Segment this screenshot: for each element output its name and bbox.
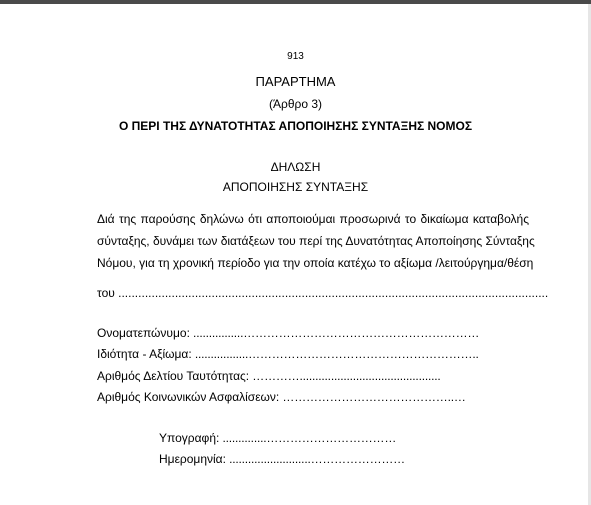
date-label: Ημερομηνία: [159, 452, 226, 466]
signature-label: Υπογραφή: [159, 431, 220, 445]
window-top-border [0, 0, 591, 4]
declaration-title: ΔΗΛΩΣΗ [270, 160, 321, 174]
id-card-number-blank: …………............................................. [249, 369, 441, 383]
capacity-office-field [97, 347, 479, 361]
id-card-number-label: Αριθμός Δελτίου Ταυτότητας: [97, 369, 250, 383]
full-name-label: Ονοματεπώνυμο: [97, 326, 190, 340]
capacity-office-blank: .................………………………………………………….. [191, 347, 479, 361]
signature-field [159, 431, 396, 445]
social-insurance-number-field [97, 390, 466, 404]
position-fill-line: του ................................................................................................................................. [97, 286, 549, 300]
annex-heading: ΠΑΡΑΡΤΗΜΑ [255, 74, 336, 89]
declaration-text-line: Νόμου, για τη χρονική περίοδο για την οποία κατέχω το αξίωμα /λειτούργημα/θέση [97, 256, 534, 270]
declaration-text-line: Διά της παρούσης δηλώνω ότι αποποιούμαι προσωρινά το δικαίωμα καταβολής [97, 212, 529, 226]
article-reference: (Άρθρο 3) [268, 97, 322, 111]
date-field [159, 452, 405, 466]
declaration-subtitle: ΑΠΟΠΟΙΗΣΗΣ ΣΥΝΤΑΞΗΣ [222, 180, 369, 194]
signature-blank: ..............…………………………… [219, 431, 397, 445]
date-blank: ..........................…………………… [225, 452, 405, 466]
social-insurance-number-label: Αριθμός Κοινωνικών Ασφαλίσεων: [97, 390, 280, 404]
page-number: 913 [287, 51, 304, 62]
law-title: Ο ΠΕΡΙ ΤΗΣ ΔΥΝΑΤΟΤΗΤΑΣ ΑΠΟΠΟΙΗΣΗΣ ΣΥΝΤΑΞΗΣ ΝΟΜΟΣ [118, 119, 473, 133]
id-card-number-field [97, 369, 441, 383]
full-name-field [97, 326, 479, 340]
full-name-blank: ................…………………………………………………… [189, 326, 480, 340]
social-insurance-number-blank: ……………………………………..… [279, 390, 466, 404]
capacity-office-label: Ιδιότητα - Αξίωμα: [97, 347, 192, 361]
declaration-text-line: σύνταξης, δυνάμει των διατάξεων του περί της Δυνατότητας Αποποίησης Σύνταξης [97, 234, 535, 248]
